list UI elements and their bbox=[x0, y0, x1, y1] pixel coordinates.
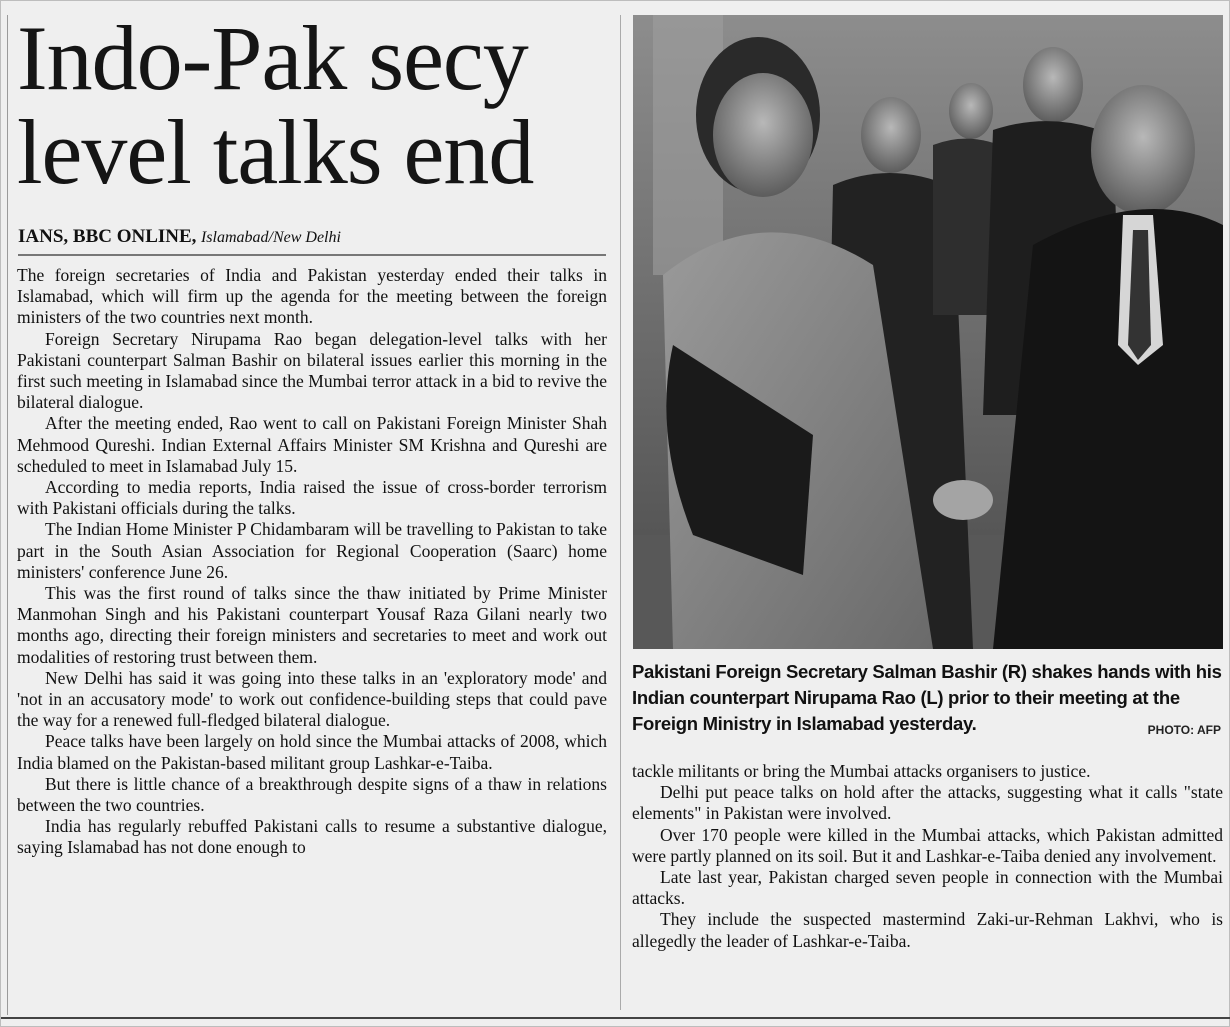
left-margin-rule bbox=[7, 15, 8, 1015]
news-photo bbox=[633, 15, 1223, 649]
byline bbox=[18, 225, 608, 249]
article-paragraph: Over 170 people were killed in the Mumbai attacks, which Pakistan admitted were partly planned on its soil. But it and Lashkar-e-Taiba denied any involvement. bbox=[632, 824, 1223, 866]
byline-place: Islamabad/New Delhi bbox=[200, 229, 341, 246]
article-column-right bbox=[632, 761, 1223, 952]
bottom-rule bbox=[1, 1017, 1230, 1019]
article-paragraph: tackle militants or bring the Mumbai attacks organisers to justice. bbox=[632, 761, 1091, 781]
article-paragraph: Late last year, Pakistan charged seven people in connection with the Mumbai attacks. bbox=[632, 867, 1223, 909]
article-paragraph: Foreign Secretary Nirupama Rao began delegation-level talks with her Pakistani counterpart Salman Bashir on bilateral issues earlier this morning in the first such meeting in Islamabad since the Mumbai terror attack in a bid to revive the bilateral dialogue. bbox=[17, 328, 607, 413]
article-paragraph: India has regularly rebuffed Pakistani calls to resume a substantive dialogue, saying Islamabad has not done enough to bbox=[17, 816, 607, 858]
article-paragraph: The foreign secretaries of India and Pakistan yesterday ended their talks in Islamabad, which will firm up the agenda for the meeting between the foreign ministers of the two countries next month. bbox=[17, 265, 607, 328]
article-paragraph: The Indian Home Minister P Chidambaram will be travelling to Pakistan to take part in the South Asian Association for Regional Cooperation (Saarc) home ministers' conference June 26. bbox=[17, 519, 607, 582]
headline: Indo-Pak secy level talks end bbox=[17, 7, 534, 203]
article-paragraph: But there is little chance of a breakthrough despite signs of a thaw in relations between the two countries. bbox=[17, 773, 607, 816]
article-paragraph: According to media reports, India raised the issue of cross-border terrorism with Pakistani officials during the talks. bbox=[17, 477, 607, 519]
byline-agency: IANS, BBC ONLINE, bbox=[18, 226, 197, 247]
article-column-left bbox=[17, 265, 607, 859]
article-paragraph: Delhi put peace talks on hold after the attacks, suggesting what it calls "state elements" in Pakistan were involved. bbox=[632, 782, 1223, 824]
photo-credit: PHOTO: AFP bbox=[1147, 723, 1221, 737]
photo-caption: Pakistani Foreign Secretary Salman Bashir (R) shakes hands with his Indian counterpart Nirupama Rao (L) prior to their meeting at the Foreign Ministry in Islamabad yesterday. bbox=[632, 661, 1222, 734]
column-divider bbox=[620, 15, 621, 1010]
article-paragraph: Peace talks have been largely on hold since the Mumbai attacks of 2008, which India blamed on the Pakistan-based militant group Lashkar-e-Taiba. bbox=[17, 731, 607, 773]
article-paragraph: This was the first round of talks since the thaw initiated by Prime Minister Manmohan Singh and his Pakistani counterpart Yousaf Raza Gilani nearly two months ago, directing their foreign ministers and secretaries to meet and work out modalities of restoring trust between them. bbox=[17, 583, 607, 667]
article-paragraph: They include the suspected mastermind Zaki-ur-Rehman Lakhvi, who is allegedly the leader of Lashkar-e-Taiba. bbox=[632, 909, 1223, 951]
byline-rule bbox=[18, 254, 606, 256]
article-paragraph: New Delhi has said it was going into these talks in an 'exploratory mode' and 'not in an accusatory mode' to work out confidence-building steps that could pave the way for a renewed full-fledged bilateral dialogue. bbox=[17, 667, 607, 731]
photo-illustration bbox=[633, 15, 1223, 649]
article-paragraph: After the meeting ended, Rao went to call on Pakistani Foreign Minister Shah Mehmood Qureshi. Indian External Affairs Minister SM Krishna and Qureshi are scheduled to meet in Islamabad July 15. bbox=[17, 413, 607, 476]
